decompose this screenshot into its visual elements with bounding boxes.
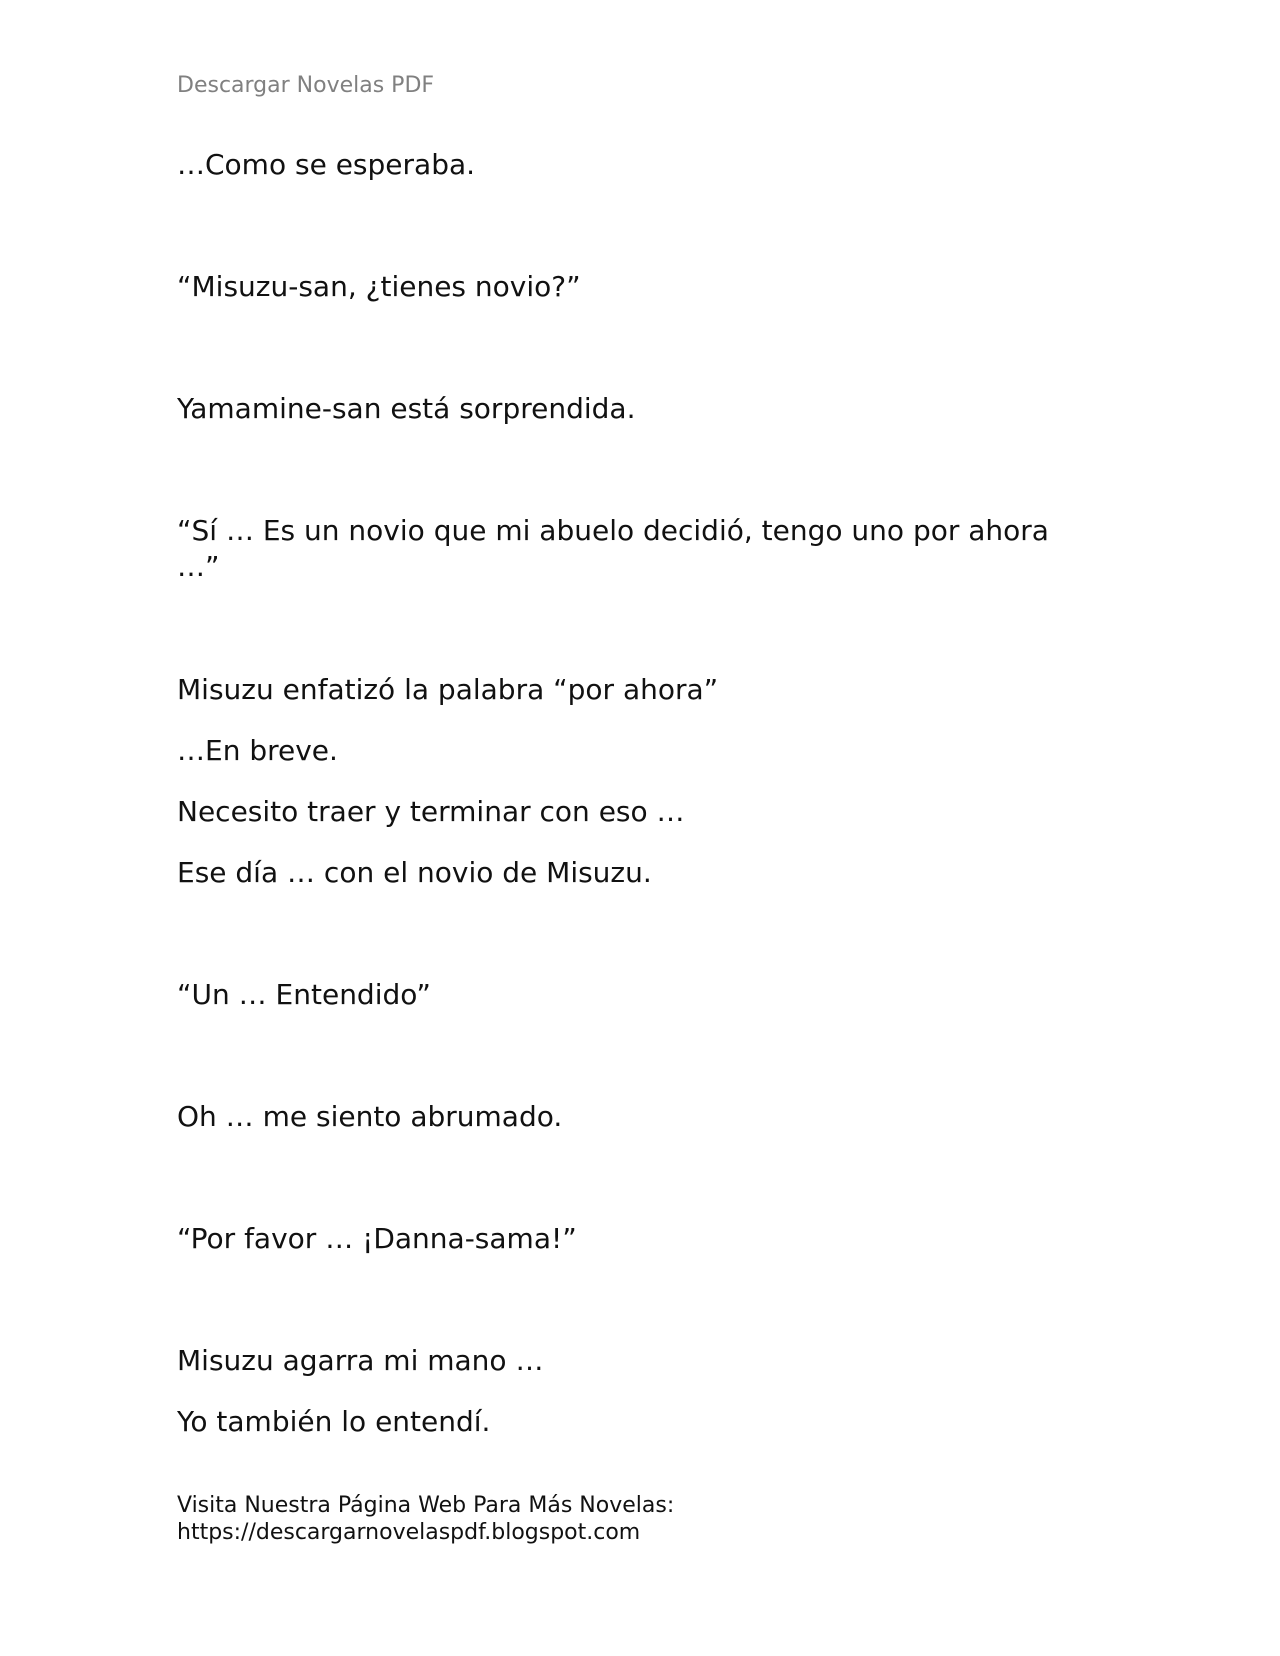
paragraph: Ese día … con el novio de Misuzu. — [177, 856, 652, 889]
paragraph: “Un … Entendido” — [177, 978, 431, 1011]
paragraph: Yo también lo entendí. — [177, 1405, 491, 1438]
paragraph: Misuzu enfatizó la palabra “por ahora” — [177, 673, 719, 706]
page-header: Descargar Novelas PDF — [177, 73, 435, 98]
paragraph: “Misuzu-san, ¿tienes novio?” — [177, 270, 581, 303]
paragraph: Misuzu agarra mi mano … — [177, 1344, 544, 1377]
paragraph: “Por favor … ¡Danna-sama!” — [177, 1222, 577, 1255]
footer-link[interactable]: https://descargarnovelaspdf.blogspot.com — [177, 1520, 641, 1545]
footer-text: Visita Nuestra Página Web Para Más Novelas: — [177, 1493, 675, 1518]
paragraph: Oh … me siento abrumado. — [177, 1100, 563, 1133]
paragraph: Yamamine-san está sorprendida. — [177, 392, 636, 425]
paragraph: “Sí … Es un novio que mi abuelo decidió, tengo uno por ahora …” — [177, 514, 1049, 583]
page-footer — [177, 1492, 674, 1546]
paragraph: …En breve. — [177, 734, 338, 767]
paragraph: …Como se esperaba. — [177, 148, 476, 181]
paragraph: Necesito traer y terminar con eso … — [177, 795, 685, 828]
